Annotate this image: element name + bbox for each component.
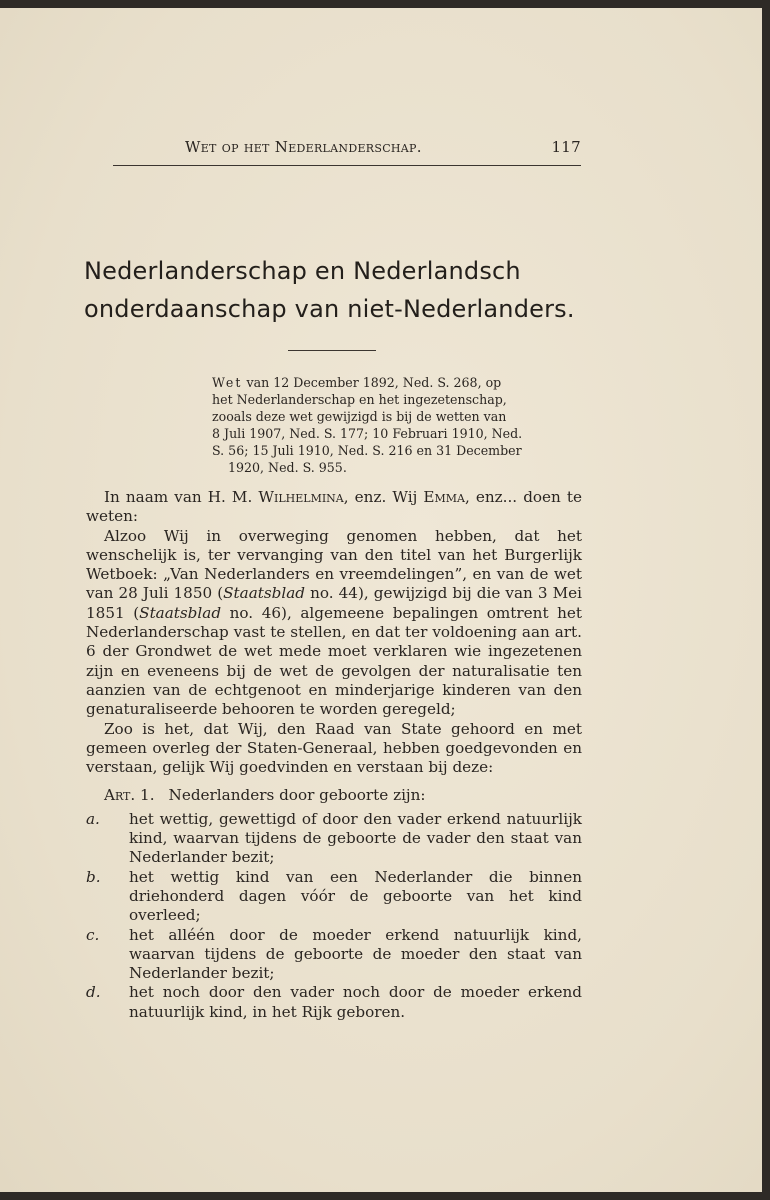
preamble-paragraph-2 (86, 527, 582, 720)
title-divider (288, 350, 376, 351)
item-marker: c. (86, 925, 100, 944)
text-run: In naam van H. M. (104, 488, 253, 506)
article-heading-text: Nederlanders door geboorte zijn: (168, 786, 426, 805)
text-run: no. 44), gewijzigd bij die van 3 Mei 1851 ( (86, 584, 582, 622)
item-marker: b. (86, 867, 101, 886)
item-text: het alléén door de moeder erkend natuurlijk kind, waarvan tijdens de geboorte de moeder den staat van Nederlander bezit; (129, 925, 582, 983)
chapter-title (84, 252, 604, 328)
item-marker: a. (86, 809, 100, 828)
text-run: , enz... doen te weten: (86, 488, 583, 526)
law-reference-line-5: S. 56; 15 Juli 1910, Ned. S. 216 en 31 December (212, 443, 522, 458)
article-label: Art. 1. (104, 786, 155, 805)
header-rule (113, 165, 581, 166)
text-run: , enz. Wij (343, 488, 418, 506)
item-text: het wettig kind van een Nederlander die binnen driehonderd dagen vóór de geboorte van het kind overleed; (129, 867, 582, 925)
name-wilhelmina: Wilhelmina (258, 488, 344, 506)
law-reference-line-4: 8 Juli 1907, Ned. S. 177; 10 Februari 1910, Ned. (212, 426, 523, 441)
article-heading (86, 786, 582, 805)
list-item (86, 868, 582, 926)
list-item (86, 983, 582, 1022)
staatsblad-ref-2: Staatsblad (139, 603, 222, 622)
running-title: Wet op het Nederlanderschap. (185, 138, 422, 156)
list-item (86, 810, 582, 868)
page-number: 117 (551, 138, 581, 156)
preamble-paragraph-3: Zoo is het, dat Wij, den Raad van State gehoord en met gemeen overleg der Staten-Generaal, hebben goedgevonden en verstaan, gelijk Wij goedvinden en verstaan bij deze: (86, 719, 582, 777)
book-page (0, 8, 762, 1192)
article-items (86, 810, 582, 1022)
law-reference-line-6: 1920, Ned. S. 955. (228, 460, 347, 475)
item-marker: d. (86, 983, 101, 1002)
law-reference (212, 374, 582, 476)
item-text: het wettig, gewettigd of door den vader erkend natuurlijk kind, waarvan tijdens de geboorte de vader den staat van Nederlander bezit; (129, 809, 582, 867)
chapter-title-line-2: onderdaanschap van niet-Nederlanders. (84, 295, 575, 323)
item-text: het noch door den vader noch door de moeder erkend natuurlijk kind, in het Rijk geboren. (129, 983, 582, 1021)
preamble-paragraph-1 (86, 488, 582, 527)
text-run: Alzoo Wij in overweging genomen hebben, dat het wenschelijk is, ter vervanging van den titel van het Burgerlijk Wetboek: „Van Nederlanders en vreemdelingen”, en van de wet van 28 Juli 1850 ( (86, 526, 582, 603)
law-reference-line-3: zooals deze wet gewijzigd is bij de wetten van (212, 409, 507, 424)
text-run: no. 46), algemeene bepalingen omtrent het Nederlanderschap vast te stellen, en dat ter voldoening aan art. 6 der Grondwet de wet mede moet verklaren wie ingezetenen zijn en eveneens bij de wet de gevolgen der naturalisatie ten aanzien van de echtgenoot en minderjarige kinderen van den genaturaliseerde behooren te worden geregeld; (86, 603, 582, 719)
law-reference-line-2: het Nederlanderschap en het ingezetenschap, (212, 392, 507, 407)
body-text (86, 488, 582, 1022)
chapter-title-line-1: Nederlanderschap en Nederlandsch (84, 257, 521, 285)
law-reference-line-1: van 12 December 1892, Ned. S. 268, op (246, 375, 502, 390)
list-item (86, 926, 582, 984)
staatsblad-ref-1: Staatsblad (223, 584, 306, 603)
name-emma: Emma (423, 488, 465, 506)
law-reference-lead: Wet (212, 375, 243, 390)
